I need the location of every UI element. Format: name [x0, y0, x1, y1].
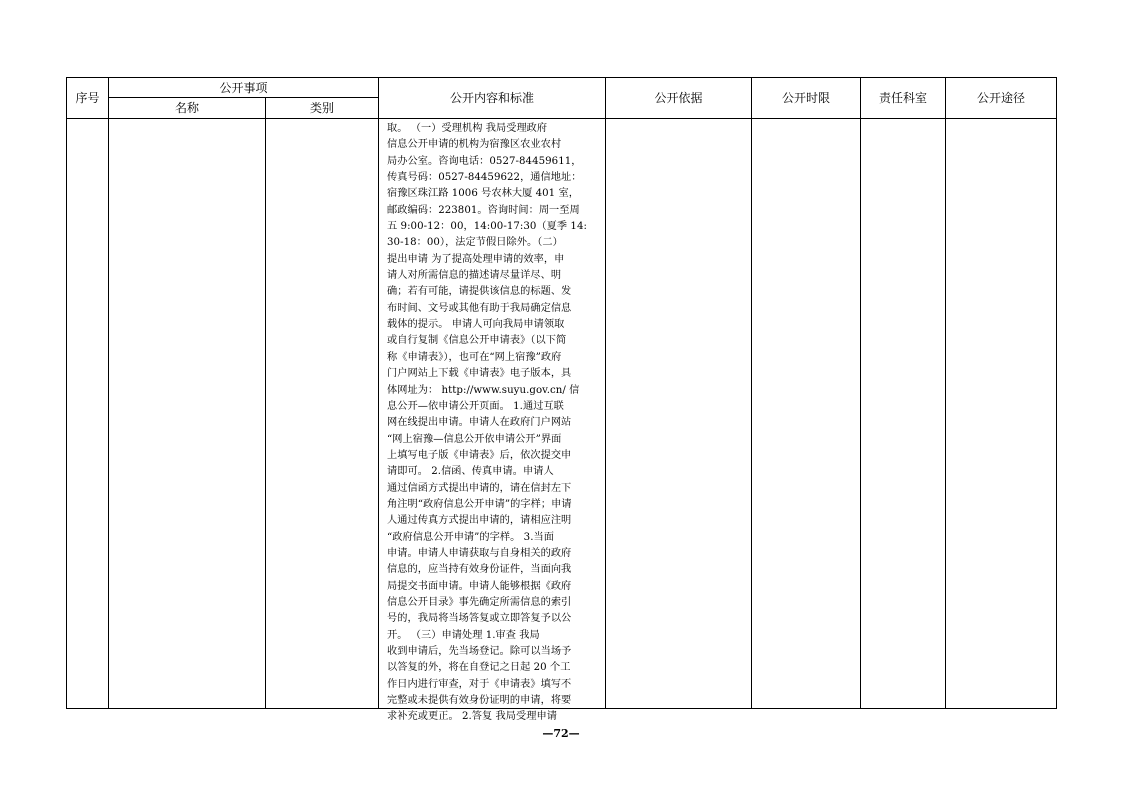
page-number: —72—: [542, 727, 580, 740]
content-text: 取。 （一）受理机构 我局受理政府 信息公开申请的机构为宿豫区农业农村 局办公室。咨询电话：0527-84459611， 传真号码：0527-84459622，通信地址： 宿豫区珠江路 1006 号农林大厦 401 室， 邮政编码：223801。咨询时间：周一至周 五 9:00-12：00，14:00-17:30（夏季 14: 30-18：00），法定节假日除外。（二） 提出申请 为了提高处理申请的效率，申 请人对所需信息的描述请尽量详尽、明 确；若有可能，请提供该信息的标题、发 布时间、文号或其他有助于我局确定信息 载体的提示。 申请人可向我局申请领取 或自行复制《信息公开申请表》（以下简 称《申请表》），也可在“网上宿豫”政府 门户网站上下载《申请表》电子版本，具 体网址为： http://www.suyu.gov.cn/ 信 息公开—依申请公开页面。 1.通过互联 网在线提出申请。申请人在政府门户网站 “网上宿豫—信息公开依申请公开”界面 上填写电子版《申请表》后，依次提交申 请即可。 2.信函、传真申请。申请人 通过信函方式提出申请的，请在信封左下 角注明“政府信息公开申请”的字样；申请 人通过传真方式提出申请的，请相应注明 “政府信息公开申请”的字样。 3.当面 申请。申请人申请获取与自身相关的政府 信息的，应当持有效身份证件，当面向我 局提交书面申请。申请人能够根据《政府 信息公开目录》事先确定所需信息的索引 号的，我局将当场答复或立即答复予以公 开。 （三）申请处理 1.审查 我局 收到申请后，先当场登记。除可以当场予 以答复的外，将在自登记之日起 20 个工 作日内进行审查，对于《申请表》填写不 完整或未提供有效身份证明的申请，将要 求补充或更正。 2.答复 我局受理申请: [387, 123, 587, 723]
header-content: 公开内容和标准: [379, 78, 606, 119]
cell-content: [379, 119, 606, 723]
table-row: [67, 119, 1057, 709]
cell-basis: [606, 119, 752, 709]
header-dept: 责任科室: [861, 78, 946, 119]
cell-channel: [946, 119, 1057, 709]
cell-seq: [67, 119, 109, 709]
header-basis: 公开依据: [606, 78, 752, 119]
header-time-limit: 公开时限: [752, 78, 861, 119]
header-matter: 公开事项: [109, 78, 379, 98]
cell-time-limit: [752, 119, 861, 709]
header-category: 类别: [266, 98, 379, 119]
header-channel: 公开途径: [946, 78, 1057, 119]
header-name: 名称: [109, 98, 266, 119]
cell-dept: [861, 119, 946, 709]
cell-name: [109, 119, 266, 709]
cell-category: [266, 119, 379, 709]
header-seq: 序号: [67, 78, 109, 119]
disclosure-table: [66, 77, 1057, 723]
